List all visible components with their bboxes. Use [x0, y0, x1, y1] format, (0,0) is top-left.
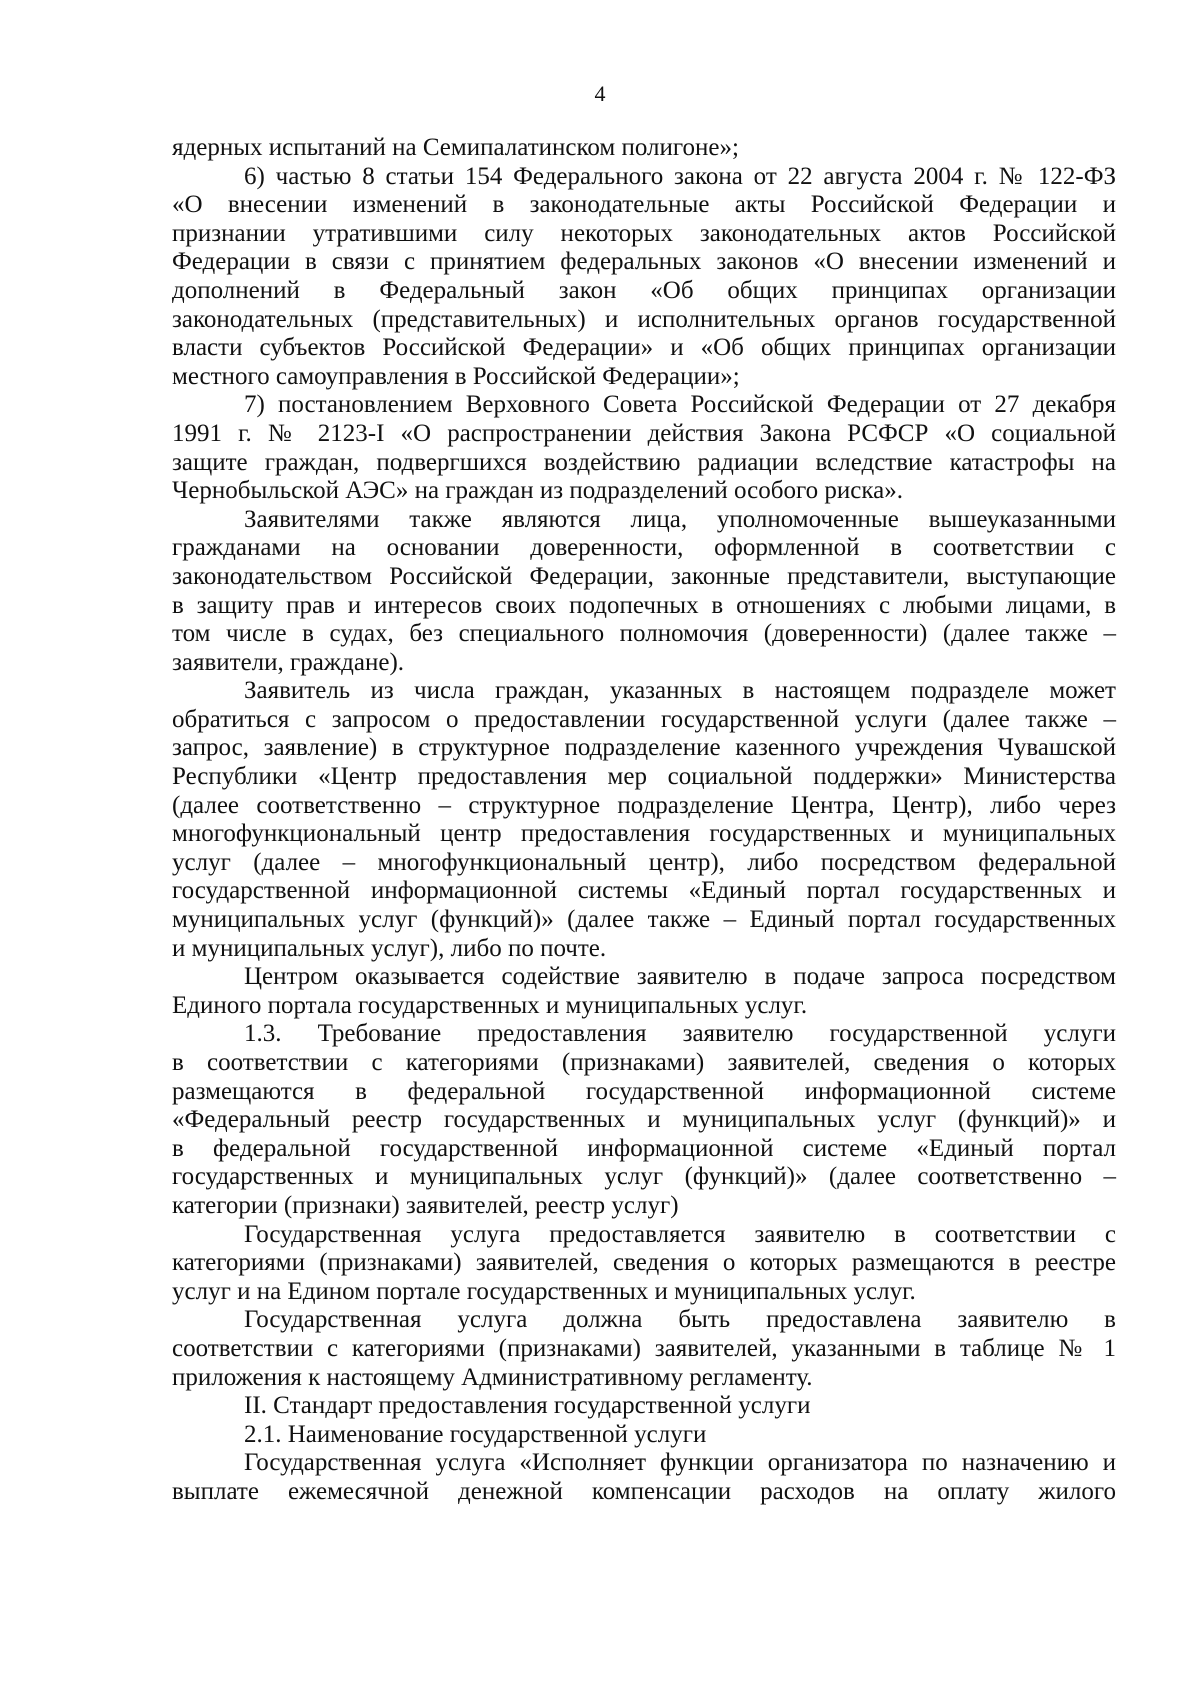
- text-line: и муниципальных услуг), либо по почте.: [172, 934, 607, 962]
- text-line: услуг и на Едином портале государственных и муниципальных услуг.: [172, 1277, 916, 1305]
- text-line: заявители, граждане).: [172, 648, 405, 676]
- text-line: том числе в судах, без специального полномочия (доверенности) (далее также –: [172, 620, 1116, 648]
- subsection-heading: 2.1. Наименование государственной услуги: [244, 1420, 707, 1448]
- text-line: Заявителями также являются лица, уполномоченные вышеуказанными: [244, 505, 1116, 533]
- text-line: государственных и муниципальных услуг (функций)» (далее соответственно –: [172, 1163, 1116, 1191]
- text-line: Центром оказывается содействие заявителю в подаче запроса посредством: [244, 963, 1116, 991]
- text-line: 1991 г. № 2123-I «О распространении действия Закона РСФСР «О социальной: [172, 419, 1116, 447]
- text-line: услуг (далее – многофункциональный центр), либо посредством федеральной: [172, 848, 1116, 876]
- text-line: гражданами на основании доверенности, оформленной в соответствии с: [172, 534, 1116, 562]
- text-line: в защиту прав и интересов своих подопечных в отношениях с любыми лицами, в: [172, 591, 1116, 619]
- text-line: 1.3. Требование предоставления заявителю государственной услуги: [244, 1020, 1116, 1048]
- text-line: размещаются в федеральной государственной информационной системе: [172, 1077, 1116, 1105]
- text-line: приложения к настоящему Административному регламенту.: [172, 1363, 813, 1391]
- text-line: запрос, заявление) в структурное подразделение казенного учреждения Чувашской: [172, 734, 1116, 762]
- text-line: «Федеральный реестр государственных и муниципальных услуг (функций)» и: [172, 1106, 1116, 1134]
- text-line: местного самоуправления в Российской Федерации»;: [172, 362, 740, 390]
- text-line: защите граждан, подвергшихся воздействию радиации вследствие катастрофы на: [172, 448, 1116, 476]
- text-line: признании утратившими силу некоторых законодательных актов Российской: [172, 219, 1116, 247]
- text-line: Чернобыльской АЭС» на граждан из подразделений особого риска».: [172, 477, 903, 505]
- text-line: «О внесении изменений в законодательные акты Российской Федерации и: [172, 191, 1116, 219]
- text-line: многофункциональный центр предоставления государственных и муниципальных: [172, 820, 1116, 848]
- text-line: в соответствии с категориями (признаками) заявителей, сведения о которых: [172, 1049, 1116, 1076]
- section-heading: II. Стандарт предоставления государственной услуги: [244, 1392, 811, 1420]
- document-body: [172, 134, 1116, 1507]
- text-line: 6) частью 8 статьи 154 Федерального закона от 22 августа 2004 г. № 122-ФЗ: [244, 162, 1116, 190]
- text-line: соответствии с категориями (признаками) заявителей, указанными в таблице № 1: [172, 1334, 1116, 1362]
- text-line: дополнений в Федеральный закон «Об общих принципах организации: [172, 276, 1116, 304]
- text-line: государственной информационной системы «Единый портал государственных и: [172, 877, 1116, 905]
- text-line: Республики «Центр предоставления мер социальной поддержки» Министерства: [172, 763, 1116, 791]
- text-line: Заявитель из числа граждан, указанных в настоящем подразделе может: [244, 677, 1116, 705]
- text-line: в федеральной государственной информационной системе «Единый портал: [172, 1134, 1116, 1162]
- text-line: власти субъектов Российской Федерации» и «Об общих принципах организации: [172, 334, 1116, 362]
- page-number: 4: [594, 81, 606, 106]
- text-line: Государственная услуга предоставляется заявителю в соответствии с: [244, 1220, 1116, 1248]
- text-line: Государственная услуга «Исполняет функции организатора по назначению и: [244, 1449, 1116, 1477]
- text-line: законодательством Российской Федерации, законные представители, выступающие: [172, 562, 1116, 590]
- text-line: категориями (признаками) заявителей, сведения о которых размещаются в реестре: [172, 1249, 1116, 1277]
- text-line: муниципальных услуг (функций)» (далее также – Единый портал государственных: [172, 906, 1116, 934]
- text-line: обратиться с запросом о предоставлении государственной услуги (далее также –: [172, 705, 1116, 733]
- text-line: Единого портала государственных и муниципальных услуг.: [172, 991, 808, 1019]
- text-line: выплате ежемесячной денежной компенсации расходов на оплату жилого: [172, 1477, 1116, 1505]
- text-line: ядерных испытаний на Семипалатинском полигоне»;: [172, 134, 739, 161]
- text-line: категории (признаки) заявителей, реестр услуг): [172, 1191, 679, 1219]
- text-line: 7) постановлением Верховного Совета Российской Федерации от 27 декабря: [244, 391, 1116, 419]
- text-line: Государственная услуга должна быть предоставлена заявителю в: [244, 1306, 1116, 1334]
- text-line: Федерации в связи с принятием федеральных законов «О внесении изменений и: [172, 248, 1116, 276]
- text-line: законодательных (представительных) и исполнительных органов государственной: [172, 305, 1116, 333]
- text-line: (далее соответственно – структурное подразделение Центра, Центр), либо через: [172, 791, 1116, 819]
